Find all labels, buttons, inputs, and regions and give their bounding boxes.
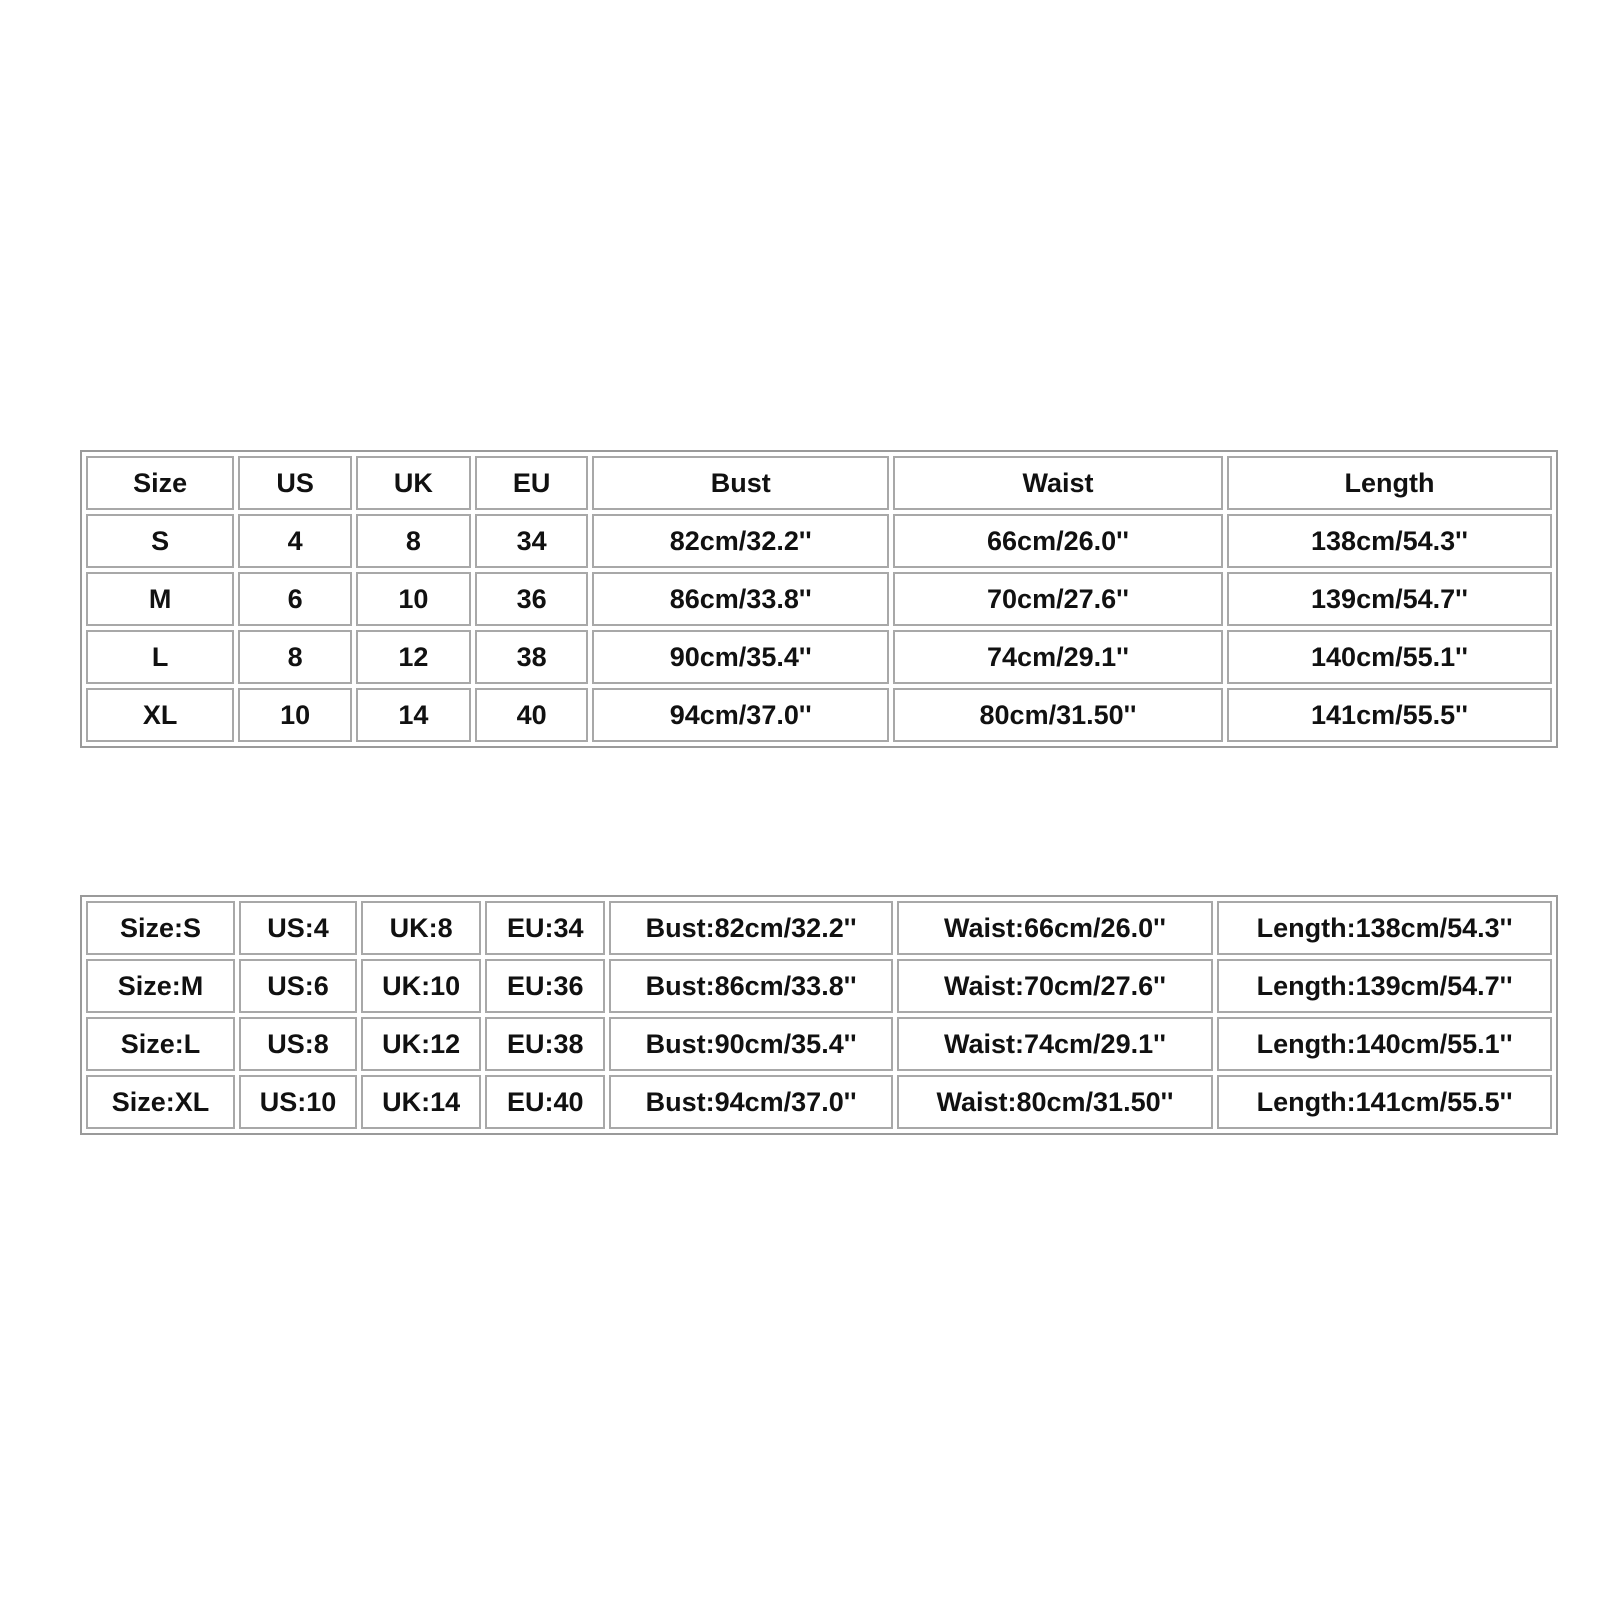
- header-cell-size: Size: [86, 456, 234, 510]
- size-chart-labeled-table: [80, 895, 1558, 1135]
- table-cell: 82cm/32.2'': [592, 514, 889, 568]
- table-cell: Bust:82cm/32.2'': [609, 901, 892, 955]
- table-cell: 80cm/31.50'': [893, 688, 1223, 742]
- table-cell: US:8: [239, 1017, 357, 1071]
- table-row: [86, 514, 1552, 568]
- table-cell: L: [86, 630, 234, 684]
- table-row: [86, 630, 1552, 684]
- table-cell: Size:S: [86, 901, 235, 955]
- table-cell: Waist:66cm/26.0'': [897, 901, 1213, 955]
- table-cell: EU:34: [485, 901, 605, 955]
- header-cell-us: US: [238, 456, 352, 510]
- header-cell-eu: EU: [475, 456, 589, 510]
- table-cell: 90cm/35.4'': [592, 630, 889, 684]
- table-cell: 94cm/37.0'': [592, 688, 889, 742]
- table-cell: 141cm/55.5'': [1227, 688, 1552, 742]
- table-cell: 86cm/33.8'': [592, 572, 889, 626]
- table-cell: 139cm/54.7'': [1227, 572, 1552, 626]
- size-chart-table: [80, 450, 1558, 748]
- table-cell: US:10: [239, 1075, 357, 1129]
- table-cell: Waist:80cm/31.50'': [897, 1075, 1213, 1129]
- table-cell: UK:10: [361, 959, 481, 1013]
- table-cell: Size:L: [86, 1017, 235, 1071]
- table-row: [86, 572, 1552, 626]
- table-cell: Bust:90cm/35.4'': [609, 1017, 892, 1071]
- table-cell: Bust:94cm/37.0'': [609, 1075, 892, 1129]
- table-cell: 140cm/55.1'': [1227, 630, 1552, 684]
- table-cell: Size:XL: [86, 1075, 235, 1129]
- table-row: [86, 1075, 1552, 1129]
- table-cell: 14: [356, 688, 471, 742]
- table-cell: 38: [475, 630, 589, 684]
- table-cell: Length:139cm/54.7'': [1217, 959, 1552, 1013]
- table-row: [86, 1017, 1552, 1071]
- table-cell: 12: [356, 630, 471, 684]
- table-cell: Length:140cm/55.1'': [1217, 1017, 1552, 1071]
- header-cell-waist: Waist: [893, 456, 1223, 510]
- table-cell: 36: [475, 572, 589, 626]
- table-cell: 40: [475, 688, 589, 742]
- table-cell: UK:14: [361, 1075, 481, 1129]
- table-row: [86, 901, 1552, 955]
- table-cell: 8: [238, 630, 352, 684]
- table-cell: Waist:74cm/29.1'': [897, 1017, 1213, 1071]
- table-cell: 34: [475, 514, 589, 568]
- table-row: [86, 688, 1552, 742]
- table-cell: 10: [356, 572, 471, 626]
- table-cell: EU:40: [485, 1075, 605, 1129]
- table-cell: 138cm/54.3'': [1227, 514, 1552, 568]
- table-cell: 66cm/26.0'': [893, 514, 1223, 568]
- table-cell: Size:M: [86, 959, 235, 1013]
- table-row: [86, 959, 1552, 1013]
- table-cell: S: [86, 514, 234, 568]
- table-cell: 8: [356, 514, 471, 568]
- table-header-row: [86, 456, 1552, 510]
- table-cell: 74cm/29.1'': [893, 630, 1223, 684]
- table-cell: Bust:86cm/33.8'': [609, 959, 892, 1013]
- table-cell: 6: [238, 572, 352, 626]
- table-cell: UK:8: [361, 901, 481, 955]
- table-cell: Waist:70cm/27.6'': [897, 959, 1213, 1013]
- table-cell: EU:36: [485, 959, 605, 1013]
- table-cell: XL: [86, 688, 234, 742]
- table-cell: M: [86, 572, 234, 626]
- table-cell: EU:38: [485, 1017, 605, 1071]
- table-cell: US:4: [239, 901, 357, 955]
- header-cell-length: Length: [1227, 456, 1552, 510]
- table-cell: Length:141cm/55.5'': [1217, 1075, 1552, 1129]
- header-cell-uk: UK: [356, 456, 471, 510]
- table-cell: 70cm/27.6'': [893, 572, 1223, 626]
- header-cell-bust: Bust: [592, 456, 889, 510]
- table-cell: 4: [238, 514, 352, 568]
- table-cell: 10: [238, 688, 352, 742]
- table-cell: UK:12: [361, 1017, 481, 1071]
- table-cell: Length:138cm/54.3'': [1217, 901, 1552, 955]
- table-cell: US:6: [239, 959, 357, 1013]
